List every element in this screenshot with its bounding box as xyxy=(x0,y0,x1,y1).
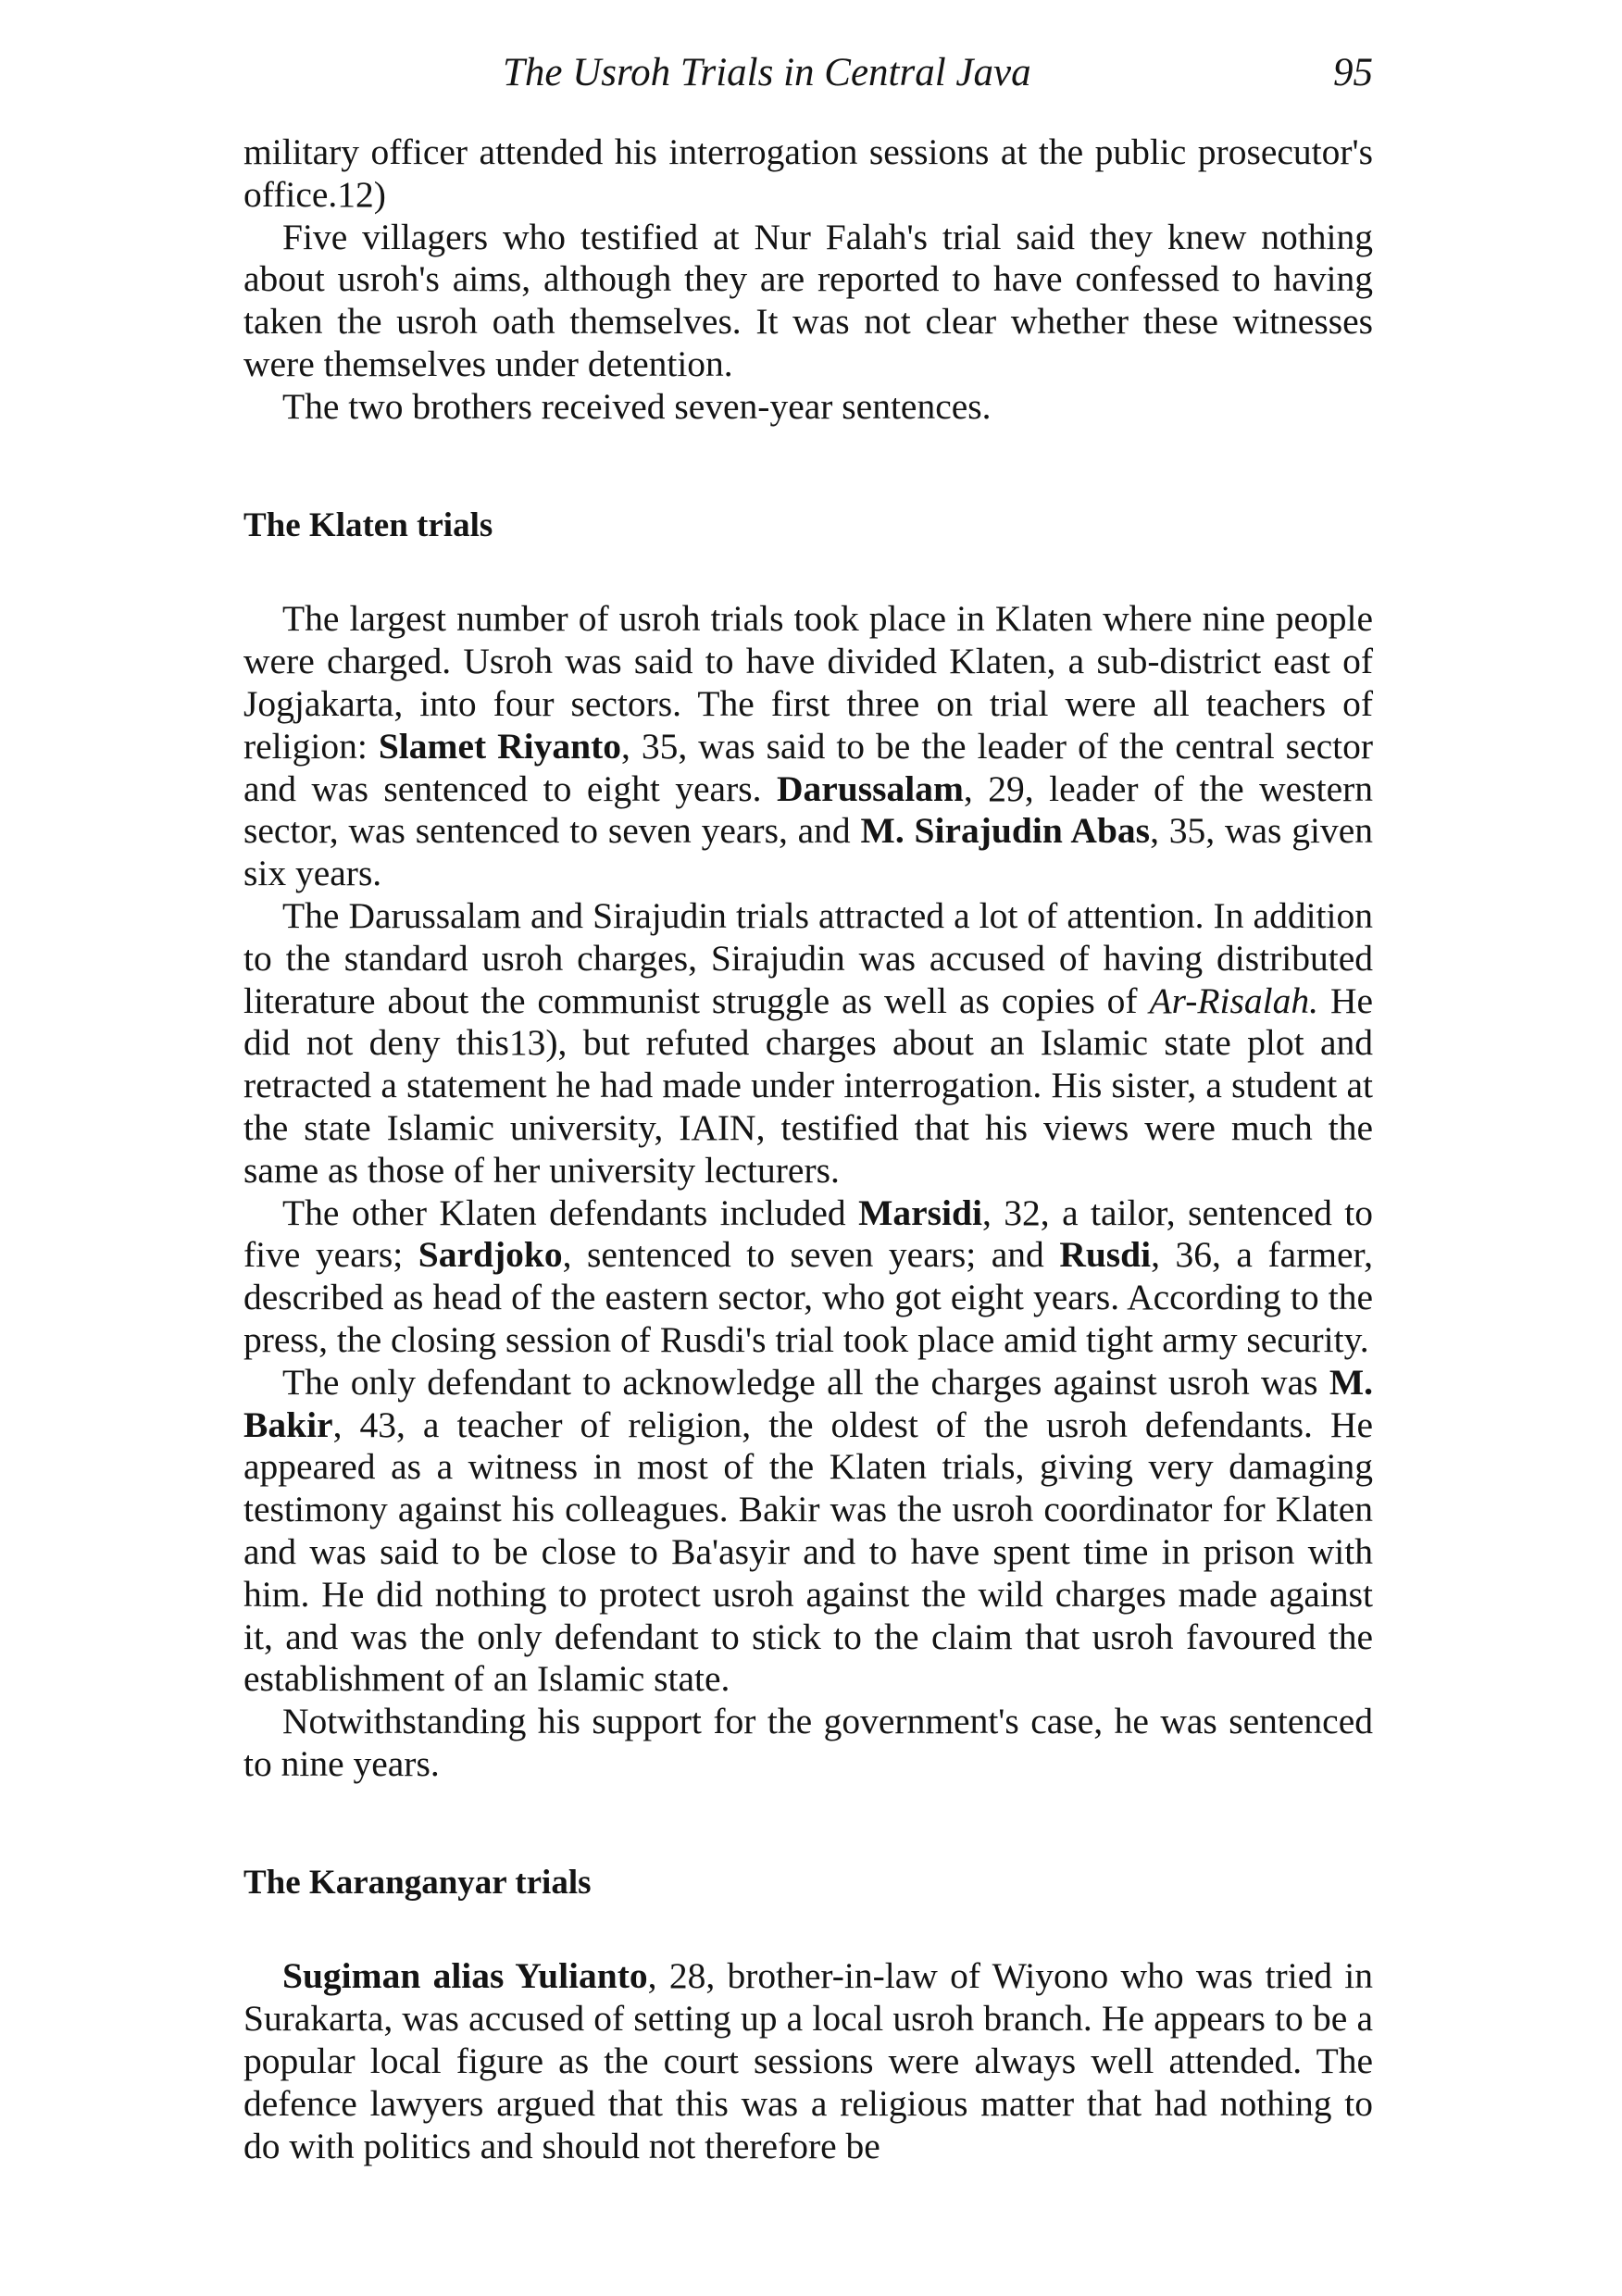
defendant-name: Rusdi xyxy=(1059,1234,1152,1276)
paragraph: military officer attended his interrogation sessions at the public prosecutor's office.12) xyxy=(243,131,1373,215)
paragraph: The other Klaten defendants included Marsidi, 32, a tailor, sentenced to five years; Sardjoko, sentenced to seven years; and Rusdi, 36, a farmer, described as head of the eastern sector, who got eight years. According to the press, the closing session of Rusdi's trial took place amid tight army security. xyxy=(243,1192,1373,1360)
defendant-name: Sugiman alias Yulianto xyxy=(282,1955,648,1997)
defendant-name: Sardjoko xyxy=(418,1234,563,1276)
paragraph: The only defendant to acknowledge all the charges against usroh was M. Bakir, 43, a teacher of religion, the oldest of the usroh defendants. He appeared as a witness in most of the Klaten trials, giving very damaging testimony against his colleagues. Bakir was the usroh coordinator for Klaten and was said to be close to Ba'asyir and to have spent time in prison with him. He did nothing to protect usroh against the wild charges made against it, and was the only defendant to stick to the claim that usroh favoured the establishment of an Islamic state. xyxy=(243,1361,1373,1700)
paragraph: The largest number of usroh trials took place in Klaten where nine people were charged. Usroh was said to have divided Klaten, a sub-district east of Jogjakarta, into four sectors. The first three on trial were all teachers of religion: Slamet Riyanto, 35, was said to be the leader of the central sector and was sentenced to eight years. Darussalam, 29, leader of the western sector, was sentenced to seven years, and M. Sirajudin Abas, 35, was given six years. xyxy=(243,598,1374,894)
paragraph: Five villagers who testified at Nur Falah's trial said they knew nothing about usroh's aims, although they are reported to have confessed to having taken the usroh oath themselves. It was not clear whether these witnesses were themselves under detention. xyxy=(243,216,1373,384)
body-text xyxy=(243,131,1373,2167)
defendant-name: Marsidi xyxy=(858,1192,982,1233)
defendant-name: M. Sirajudin Abas xyxy=(860,810,1151,852)
page-header xyxy=(243,44,1373,102)
defendant-name: Slamet Riyanto xyxy=(378,725,621,767)
paragraph: Notwithstanding his support for the government's case, he was sentenced to nine years. xyxy=(243,1701,1373,1784)
section-heading-karanganyar: The Karanganyar trials xyxy=(243,1863,592,1902)
defendant-name: M. Bakir xyxy=(243,1361,1373,1445)
paragraph: The Darussalam and Sirajudin trials attracted a lot of attention. In addition to the standard usroh charges, Sirajudin was accused of having distributed literature about the communist struggle as well as copies of Ar-Risalah. He did not deny this13), but refuted charges about an Islamic state plot and retracted a statement he had made under interrogation. His sister, a student at the state Islamic university, IAIN, testified that his views were much the same as those of her university lecturers. xyxy=(243,894,1373,1191)
defendant-name: Darussalam xyxy=(776,767,964,809)
section-heading-klaten: The Klaten trials xyxy=(243,505,493,544)
publication-title: Ar-Risalah. xyxy=(1149,980,1318,1021)
running-title: The Usroh Trials in Central Java xyxy=(503,51,1031,94)
paragraph: Sugiman alias Yulianto, 28, brother-in-law of Wiyono who was tried in Surakarta, was accused of setting up a local usroh branch. He appears to be a popular local figure as the court sessions were always well attended. The defence lawyers argued that this was a religious matter that had nothing to do with politics and should not therefore be xyxy=(243,1955,1373,2166)
page-number: 95 xyxy=(1333,51,1373,94)
paragraph: The two brothers received seven-year sentences. xyxy=(282,385,992,427)
